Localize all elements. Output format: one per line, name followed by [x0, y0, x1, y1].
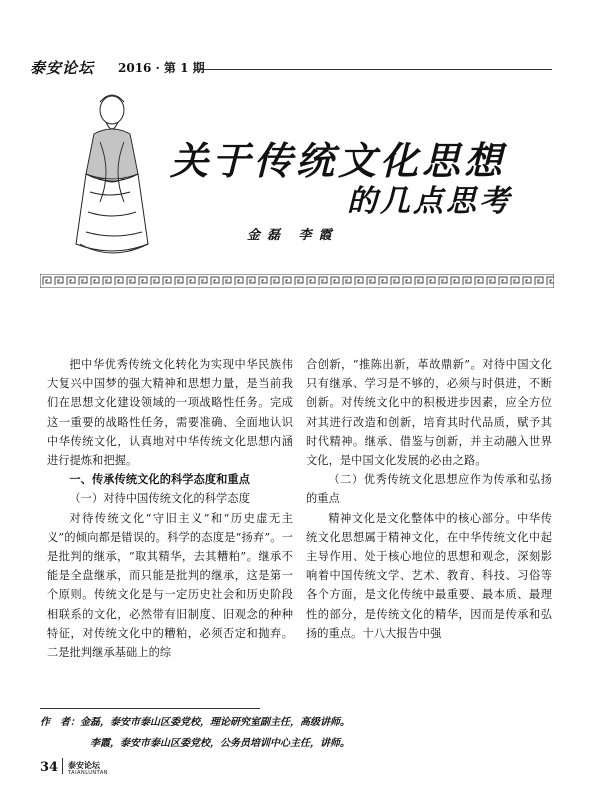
footer-logo: 泰安论坛 [68, 760, 100, 770]
issue-label: 2016 · 第 1 期 [118, 61, 205, 75]
meander-border-icon [40, 274, 554, 288]
article-title-line1: 关于传统文化思想 [170, 139, 507, 183]
article-title-line2: 的几点思考 [347, 184, 512, 219]
confucius-illustration-icon [50, 82, 170, 267]
paragraph: 把中华优秀传统文化转化为实现中华民族伟大复兴中国梦的强大精神和思想力量，是当前我们在思想文化建设领域的一项战略性任务。完成这一重要的战略性任务，需要准确、全面地认识中华传统文化，认真地对中华传统文化思想内涵进行提炼和把握。 [47, 358, 293, 468]
footer-pinyin: TAIANLUNTAN [68, 770, 108, 776]
header-rule [196, 69, 552, 70]
article-authors: 金磊 李霞 [247, 228, 339, 243]
journal-name: 泰安论坛 [30, 59, 95, 77]
paragraph: 精神文化是文化整体中的核心部分。中华传统文化思想属于精神文化，在中华传统文化中起主导作用、处于核心地位的思想和观念，深刻影响着中国传统文学、艺术、教育、科技、习俗等各个方面，是文化传统中最重要、最本质、最理性的部分，是传统文化的精华，因而是传承和弘扬的重点。十八大报告中强 [306, 511, 552, 640]
page-number: 34 [40, 760, 59, 775]
paragraph: 对待传统文化“守旧主义”和“历史虚无主义”的倾向都是错误的。科学的态度是“扬弃”。一是批判的继承，“取其精华，去其糟粕”。继承不能是全盘继承，而只能是批判的继承，这是第一个原则。传统文化是与一定历史社会和历史阶段相联系的文化，必然带有旧制度、旧观念的种种特征，对传统文化中的糟粕，必须否定和抛弃。二是批判继承基础上的综 [47, 511, 293, 660]
paragraph: （二）优秀传统文化思想应作为传承和弘扬的重点 [306, 473, 552, 506]
footnote-author-2: 李霞，泰安市泰山区委党校，公务员培训中心主任，讲师。 [90, 738, 350, 749]
body-column-right [306, 355, 552, 643]
paragraph: 一、传承传统文化的科学态度和重点 [69, 472, 250, 487]
footnote-author-1: 作 者：金磊，泰安市泰山区委党校，理论研究室副主任，高级讲师。 [40, 717, 350, 728]
body-column-left [47, 355, 293, 662]
paragraph: 合创新，“推陈出新，革故鼎新”。对待中国文化只有继承、学习是不够的，必须与时俱进，不断创新。对传统文化中的积极进步因素，应全方位对其进行改造和创新，培育其时代品质，赋予其时代精神。继承、借鉴与创新，并主动融入世界文化，是中国文化发展的必由之路。 [306, 358, 552, 468]
paragraph: （一）对待中国传统文化的科学态度 [69, 492, 250, 506]
footer-divider [62, 758, 63, 774]
footnote-rule [40, 708, 260, 709]
